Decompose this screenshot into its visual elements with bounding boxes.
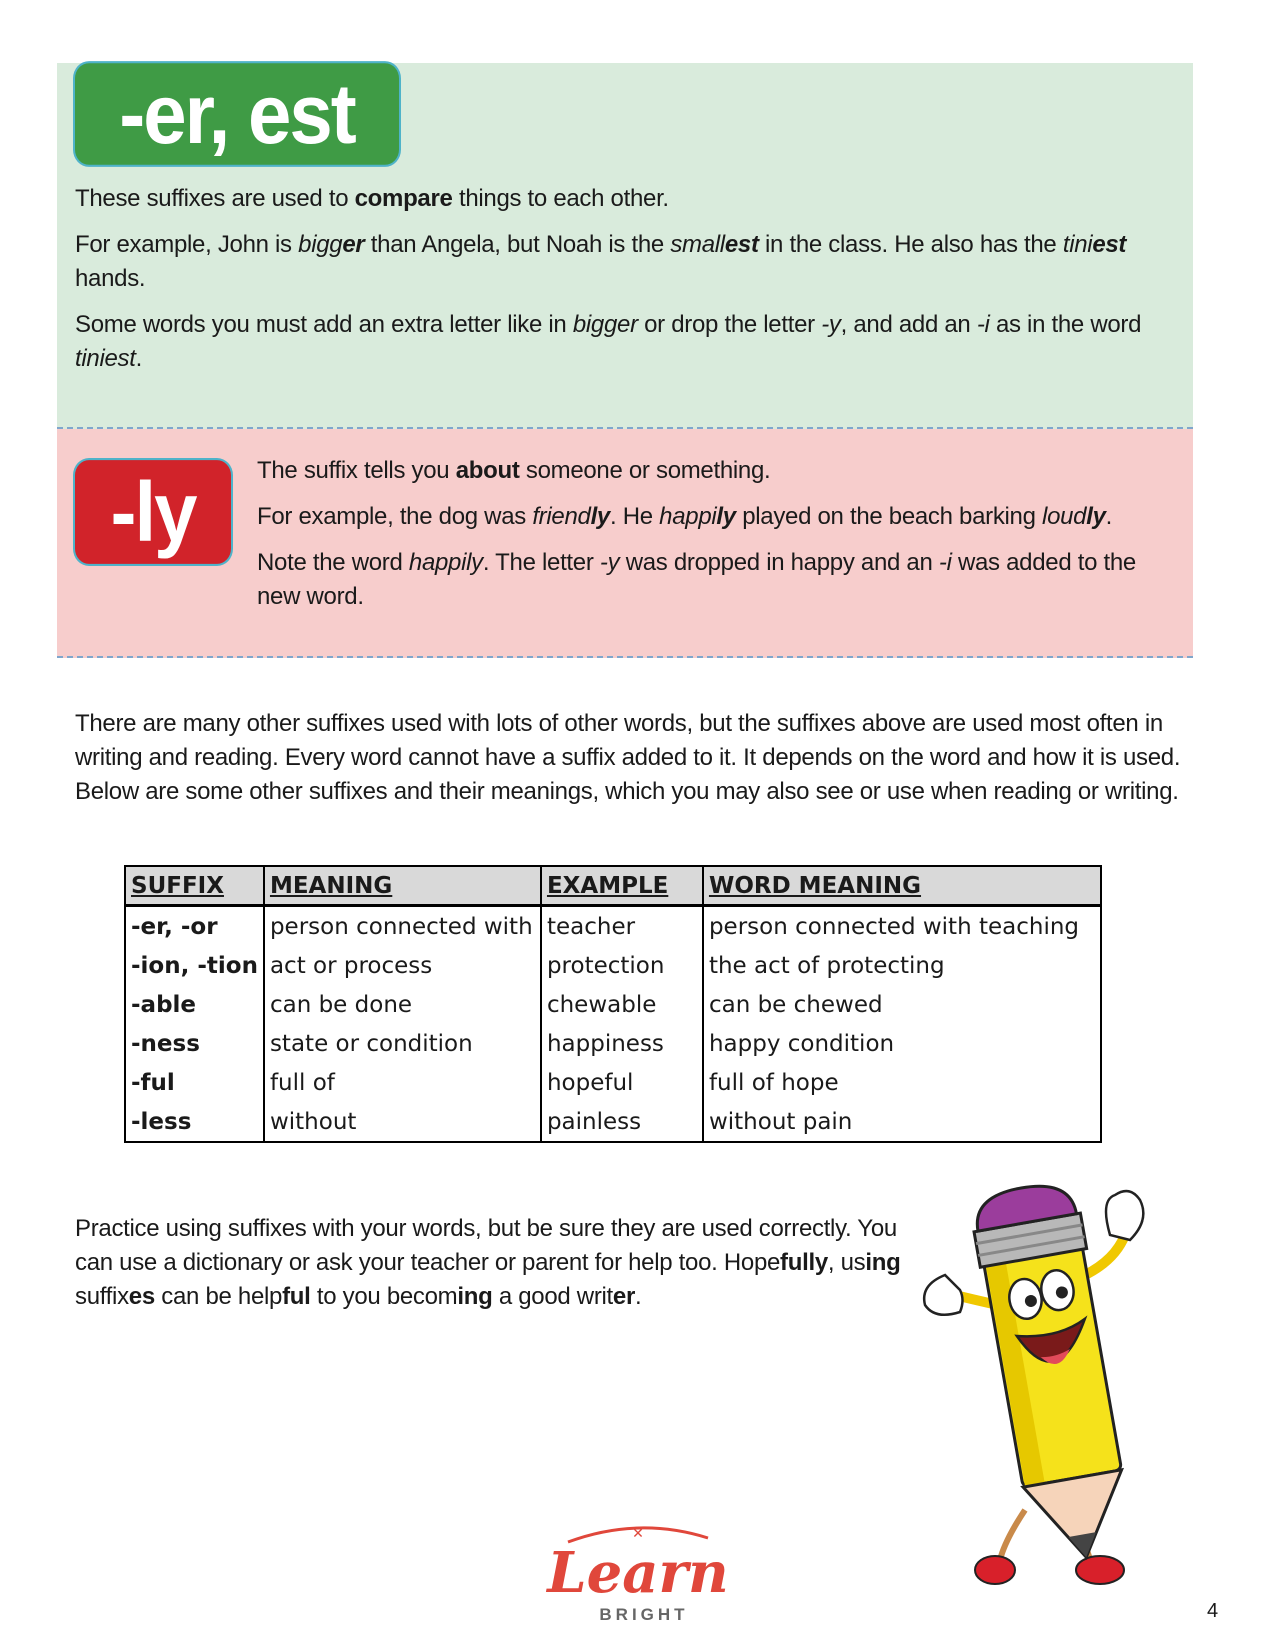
text: , us <box>827 1249 866 1276</box>
table-row <box>125 985 1101 1024</box>
emphasis: about <box>455 457 520 484</box>
example-word: happi <box>659 503 717 530</box>
text: , and add an <box>840 311 977 338</box>
text: Note the word <box>257 549 409 576</box>
text: . <box>635 1283 642 1310</box>
pencil-mascot-illustration <box>915 1180 1195 1590</box>
er-est-line-1 <box>75 182 1175 216</box>
text: Some words you must add an extra letter like in <box>75 311 573 338</box>
suffix-table <box>124 865 1102 1143</box>
ly-explanation <box>257 454 1177 626</box>
example-word: loud <box>1042 503 1087 530</box>
text: things to each other. <box>452 185 669 212</box>
text: . The letter <box>482 549 600 576</box>
letter: -y <box>821 311 841 338</box>
learn-bright-logo <box>528 1520 748 1630</box>
er-est-section <box>57 63 1193 429</box>
text: suffix <box>75 1283 129 1310</box>
text: . <box>1105 503 1113 530</box>
ly-section <box>57 429 1193 658</box>
text: hands. <box>75 265 146 292</box>
example-word: happily <box>408 549 483 576</box>
letter: -y <box>599 549 620 576</box>
intro-paragraph: There are many other suffixes used with lots of other words, but the suffixes above are used most often in writing and reading. Every word cannot have a suffix added to it. It depends on the word and how it is used. Below are some other suffixes and their meanings, which you may also see or use when reading or writing. <box>75 710 1181 805</box>
table-row <box>125 1024 1101 1063</box>
er-est-badge: -er, est <box>75 63 399 165</box>
cell-example: hopeful <box>541 1063 703 1102</box>
page-number: 4 <box>1207 1600 1219 1622</box>
emphasis: compare <box>354 185 453 212</box>
ly-line-2 <box>257 500 1177 534</box>
suffix-highlight: ly <box>1086 503 1106 530</box>
suffix-highlight: er <box>342 231 365 258</box>
cell-meaning: can be done <box>264 985 541 1024</box>
table-header-row <box>125 866 1101 906</box>
text: For example, the dog was <box>257 503 533 530</box>
suffix-highlight: est <box>724 231 759 258</box>
suffix-highlight: ing <box>865 1249 901 1276</box>
text: as in the word <box>989 311 1142 338</box>
cell-suffix: -less <box>125 1102 264 1142</box>
table-row <box>125 946 1101 985</box>
header-word-meaning: WORD MEANING <box>703 866 1101 906</box>
text: was dropped in happy and an <box>619 549 939 576</box>
er-est-explanation <box>75 182 1175 388</box>
cell-meaning: state or condition <box>264 1024 541 1063</box>
er-est-line-2 <box>75 228 1175 296</box>
cell-suffix: -ful <box>125 1063 264 1102</box>
example-word: tiniest <box>75 345 136 372</box>
suffix-highlight: ing <box>457 1283 493 1310</box>
er-est-line-3 <box>75 308 1175 376</box>
header-meaning: MEANING <box>264 866 541 906</box>
logo-star-icon: ✕ <box>632 1526 644 1542</box>
text: . He <box>609 503 660 530</box>
text: to you becom <box>310 1283 458 1310</box>
suffix-highlight: es <box>128 1283 155 1310</box>
suffix-highlight: fully <box>780 1249 828 1276</box>
cell-suffix: -ness <box>125 1024 264 1063</box>
example-word: bigger <box>572 311 638 338</box>
cell-word-meaning: without pain <box>708 1108 853 1135</box>
text: than Angela, but Noah is the <box>364 231 671 258</box>
cell-word-meaning: full of hope <box>708 1069 839 1096</box>
cell-meaning: full of <box>264 1063 541 1102</box>
cell-example: happiness <box>541 1024 703 1063</box>
cell-example: teacher <box>541 906 703 947</box>
cell-meaning: person connected with <box>264 906 541 947</box>
letter: -i <box>976 311 990 338</box>
letter: -i <box>938 549 952 576</box>
text: These suffixes are used to <box>75 185 355 212</box>
table-row <box>125 906 1101 947</box>
example-word: small <box>670 231 725 258</box>
suffix-highlight: ly <box>716 503 736 530</box>
text: can be help <box>154 1283 283 1310</box>
cell-meaning: without <box>264 1102 541 1142</box>
suffix-highlight: ful <box>282 1283 311 1310</box>
ly-line-3 <box>257 546 1177 614</box>
cell-word-meaning: the act of protecting <box>708 952 945 979</box>
text: played on the beach barking <box>735 503 1043 530</box>
cell-word-meaning: happy condition <box>708 1030 895 1057</box>
table-row <box>125 1063 1101 1102</box>
text: someone or something. <box>519 457 771 484</box>
cell-example: protection <box>541 946 703 985</box>
text: was added to the new word. <box>257 549 1136 610</box>
suffix-highlight: ly <box>590 503 610 530</box>
text: or drop the letter <box>637 311 822 338</box>
cell-example: chewable <box>541 985 703 1024</box>
cell-meaning: act or process <box>264 946 541 985</box>
ly-badge: -ly <box>75 460 231 564</box>
header-example: EXAMPLE <box>541 866 703 906</box>
header-suffix: SUFFIX <box>125 866 264 906</box>
example-word: friend <box>532 503 591 530</box>
logo-wordmark: Learn <box>547 1540 729 1606</box>
ly-line-1 <box>257 454 1177 488</box>
suffix-highlight: er <box>612 1283 636 1310</box>
logo-subtitle: BRIGHT <box>599 1605 689 1624</box>
text: in the class. He also has the <box>758 231 1063 258</box>
text: a good writ <box>492 1283 613 1310</box>
cell-example: painless <box>541 1102 703 1142</box>
text: The suffix tells you <box>257 457 456 484</box>
practice-paragraph <box>75 1212 935 1314</box>
text: . <box>135 345 142 372</box>
example-word: tini <box>1062 231 1093 258</box>
example-word: bigg <box>298 231 343 258</box>
text: For example, John is <box>75 231 299 258</box>
suffix-highlight: est <box>1092 231 1127 258</box>
cell-suffix: -able <box>125 985 264 1024</box>
cell-suffix: -ion, -tion <box>125 946 264 985</box>
table-row <box>125 1102 1101 1142</box>
cell-suffix: -er, -or <box>125 906 264 947</box>
text: Practice using suffixes with your words, but be sure they are used correctly. You can use a dictionary or ask your teacher or parent for help too. Hope <box>75 1215 897 1276</box>
cell-word-meaning: person connected with teaching <box>708 913 1080 940</box>
cell-word-meaning: can be chewed <box>708 991 883 1018</box>
